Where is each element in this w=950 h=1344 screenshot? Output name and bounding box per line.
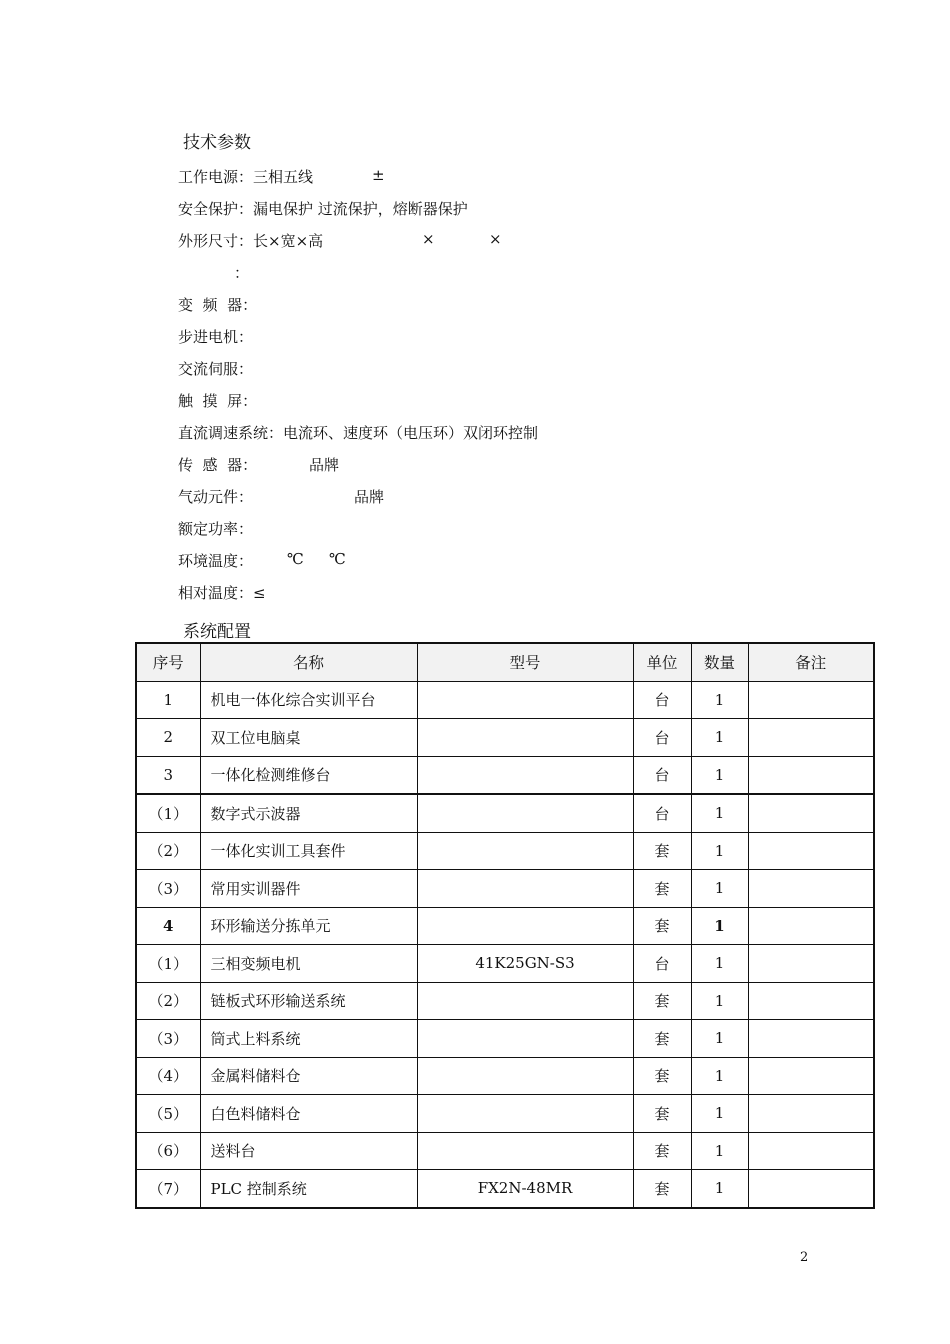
row-name: PLC 控制系统 [200,1170,417,1208]
table-row [136,870,874,908]
row-name: 链板式环形输送系统 [200,982,417,1020]
row-name: 三相变频电机 [200,945,417,983]
deg-1: ℃ [287,550,304,568]
row-quantity: 1 [691,1020,748,1058]
row-note [748,945,874,983]
table-row [136,681,874,719]
row-quantity: 1 [691,870,748,908]
row-note [748,1132,874,1170]
row-index: （1） [136,794,200,832]
power-pm: ± [372,166,385,184]
row-note [748,982,874,1020]
row-model [417,1020,633,1058]
row-unit: 套 [633,870,691,908]
row-note [748,1095,874,1133]
rel-temp-line: 相对温度：≤ [178,584,266,602]
table-row [136,1132,874,1170]
header-index: 序号 [136,643,200,681]
table-row [136,982,874,1020]
config-table [135,642,875,1209]
table-row [136,1057,874,1095]
row-model [417,832,633,870]
row-note [748,907,874,945]
row-name: 送料台 [200,1132,417,1170]
row-note [748,832,874,870]
row-index: （3） [136,1020,200,1058]
header-unit: 单位 [633,643,691,681]
size-x2: × [489,230,502,248]
page-number: 2 [800,1250,809,1265]
row-model [417,1095,633,1133]
row-model [417,907,633,945]
row-note [748,794,874,832]
row-index: （7） [136,1170,200,1208]
row-index: （2） [136,982,200,1020]
row-quantity: 1 [691,832,748,870]
row-quantity: 1 [691,1170,748,1208]
row-model: FX2N-48MR [417,1170,633,1208]
row-index: （2） [136,832,200,870]
row-model [417,681,633,719]
row-index: （3） [136,870,200,908]
row-name: 白色料储料仓 [200,1095,417,1133]
table-row [136,1095,874,1133]
stepper-line: 步进电机： [178,328,254,346]
row-name: 筒式上料系统 [200,1020,417,1058]
deg-2: ℃ [329,550,346,568]
row-model [417,719,633,757]
row-unit: 套 [633,982,691,1020]
row-unit: 套 [633,832,691,870]
row-note [748,756,874,794]
env-temp-line: 环境温度： [178,552,254,570]
row-unit: 套 [633,1057,691,1095]
dc-line: 直流调速系统：电流环、速度环（电压环）双闭环控制 [178,424,539,442]
row-note [748,719,874,757]
table-row [136,1170,874,1208]
header-name: 名称 [200,643,417,681]
row-index: （6） [136,1132,200,1170]
table-row [136,756,874,794]
row-model [417,794,633,832]
row-unit: 台 [633,756,691,794]
row-note [748,1057,874,1095]
pneumatic-brand: 品牌 [354,488,385,506]
servo-line: 交流伺服： [178,360,254,378]
row-quantity: 1 [691,681,748,719]
config-heading: 系统配置 [183,622,251,642]
row-unit: 套 [633,1095,691,1133]
row-unit: 套 [633,907,691,945]
row-quantity: 1 [691,1057,748,1095]
colon-line: ： [234,264,250,282]
size-line: 外形尺寸：长×宽×高 [178,232,324,250]
row-name: 常用实训器件 [200,870,417,908]
row-index: （1） [136,945,200,983]
table-row [136,832,874,870]
header-note: 备注 [748,643,874,681]
row-unit: 套 [633,1170,691,1208]
row-model [417,1057,633,1095]
table-row [136,907,874,945]
row-index: （4） [136,1057,200,1095]
row-quantity: 1 [691,1132,748,1170]
inverter-line: 变 频 器： [178,296,258,314]
header-model: 型号 [417,643,633,681]
row-quantity: 1 [691,719,748,757]
row-name: 机电一体化综合实训平台 [200,681,417,719]
row-model: 41K25GN-S3 [417,945,633,983]
row-note [748,1020,874,1058]
row-name: 环形输送分拣单元 [200,907,417,945]
table-header-row [136,643,874,681]
row-quantity: 1 [691,756,748,794]
row-quantity: 1 [691,907,748,945]
safety-line: 安全保护：漏电保护 过流保护，熔断器保护 [178,200,468,218]
row-unit: 台 [633,945,691,983]
row-name: 金属料储料仓 [200,1057,417,1095]
tech-params-heading: 技术参数 [183,133,251,153]
row-index: 1 [136,681,200,719]
touch-line: 触 摸 屏： [178,392,258,410]
row-name: 一体化实训工具套件 [200,832,417,870]
row-name: 一体化检测维修台 [200,756,417,794]
rated-power-line: 额定功率： [178,520,254,538]
row-unit: 台 [633,681,691,719]
sensor-line: 传 感 器： [178,456,258,474]
row-unit: 台 [633,719,691,757]
row-model [417,870,633,908]
sensor-brand: 品牌 [309,456,340,474]
size-x1: × [422,230,435,248]
row-model [417,756,633,794]
table-row [136,719,874,757]
table-row [136,794,874,832]
row-index: 2 [136,719,200,757]
row-quantity: 1 [691,945,748,983]
row-unit: 台 [633,794,691,832]
row-unit: 套 [633,1132,691,1170]
row-note [748,870,874,908]
row-quantity: 1 [691,1095,748,1133]
row-index: （5） [136,1095,200,1133]
power-line: 工作电源：三相五线 [178,168,314,186]
table-row [136,1020,874,1058]
row-quantity: 1 [691,794,748,832]
header-quantity: 数量 [691,643,748,681]
table-row [136,945,874,983]
row-quantity: 1 [691,982,748,1020]
row-unit: 套 [633,1020,691,1058]
row-model [417,982,633,1020]
row-model [417,1132,633,1170]
row-note [748,681,874,719]
row-index: 3 [136,756,200,794]
row-name: 数字式示波器 [200,794,417,832]
row-note [748,1170,874,1208]
row-index: 4 [136,907,200,945]
pneumatic-line: 气动元件： [178,488,254,506]
row-name: 双工位电脑桌 [200,719,417,757]
